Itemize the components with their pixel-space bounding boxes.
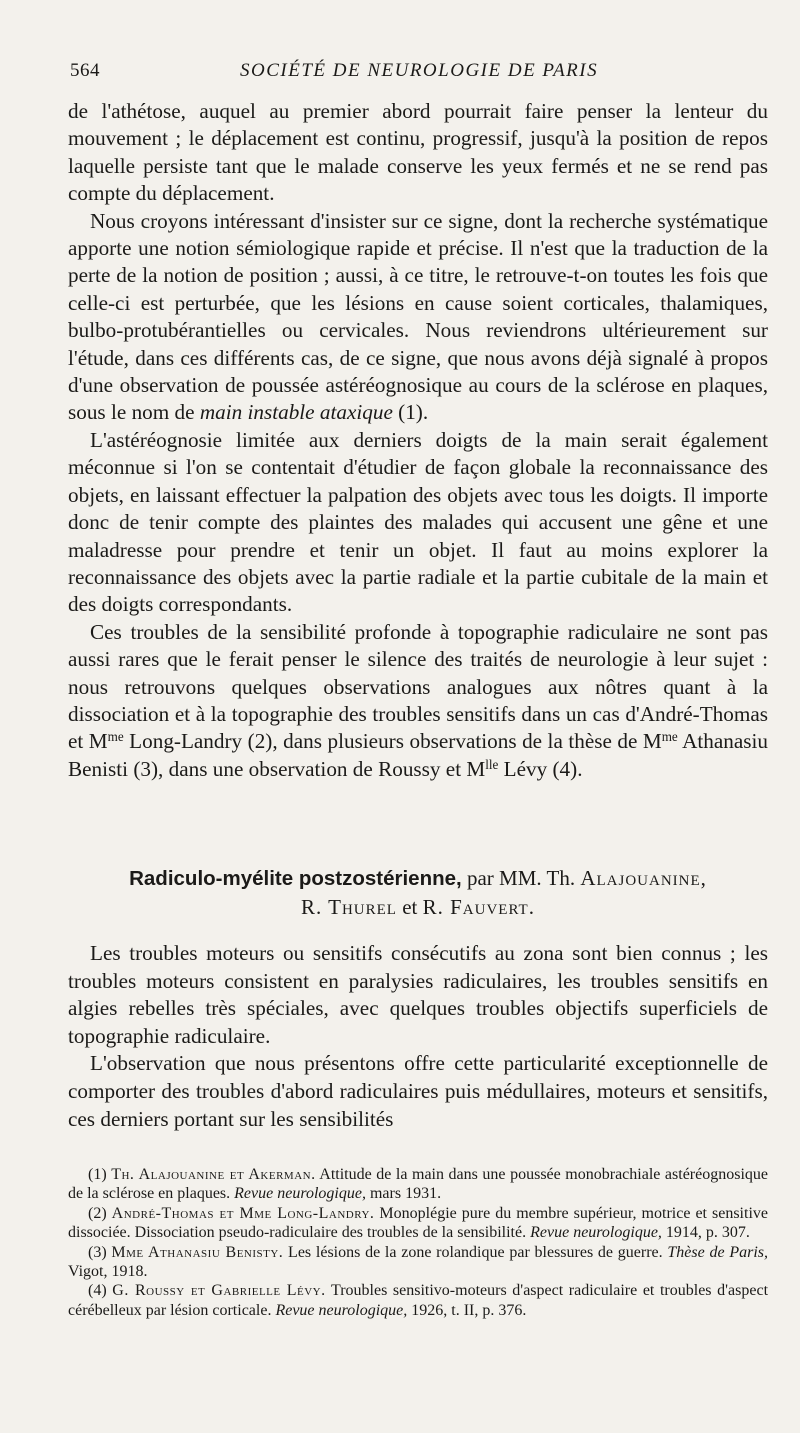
footnote-tail: Vigot, 1918. (68, 1263, 148, 1281)
paragraph: Les troubles moteurs ou sensitifs consécutifs au zona sont bien connus ; les troubles moteurs consistent en paralysies radiculaires, les troubles sensitifs en algies rebelles très spéciales, avec quelques troubles objectifs superficiels de topographie radiculaire. (68, 941, 768, 1048)
footnote-marker: (3) (88, 1243, 112, 1261)
footnote-text: Les lésions de la zone rolandique par blessures de guerre. (283, 1243, 668, 1261)
author-name: R. Thurel (301, 895, 397, 919)
footnote (68, 1165, 768, 1204)
superscript: me (107, 729, 124, 745)
footnote-text: Monoplégie pure du membre supérieur, motrice et sensitive dissociée. Dissociation pseudo-radiculaire des troubles de la sensibilité. (68, 1204, 768, 1242)
footnote-journal: Revue neurologique, (530, 1224, 662, 1242)
author-name: R. Fauvert. (422, 895, 535, 919)
article-heading (68, 864, 768, 921)
footnote-journal: Thèse de Paris, (667, 1243, 768, 1261)
footnote-marker: (4) (88, 1282, 113, 1300)
conjunction: et (396, 895, 423, 919)
footnote-journal: Revue neurologique, (234, 1185, 366, 1203)
page-header (70, 60, 770, 90)
paragraph (68, 619, 768, 783)
article-body (68, 940, 768, 1133)
paragraph: L'observation que nous présentons offre cette particularité exceptionnelle de comporter des troubles d'abord radiculaires puis médullaires, moteurs et sensitifs, ces derniers portant sur les sensibilités (68, 1051, 768, 1131)
text-run: L'astéréognosie limitée aux derniers doigts de la main serait également méconnue si l'on se contentait d'étudier de façon globale la reconnaissance des objets, en laissant effectuer la palpation des objets avec tous les doigts. Il importe donc de tenir compte des plaintes des malades qui accusent une gêne et une maladresse pour prendre et tenir un objet. Il faut au moins explorer la reconnaissance des objets avec la partie radiale et la partie cubitale de la main et des doigts correspondants. (68, 427, 768, 617)
footnote-marker: (2) (88, 1204, 112, 1222)
paragraph (68, 98, 768, 208)
byline-prefix: par MM. Th. (461, 866, 581, 890)
author-name: Alajouanine, (580, 866, 707, 890)
continued-article-text (68, 98, 768, 783)
superscript: me (661, 729, 678, 745)
text-run: (1). (392, 400, 429, 425)
footnote-authors: Th. Alajouanine et Akerman. (111, 1166, 316, 1183)
footnote (68, 1243, 768, 1282)
footnote-text: Troubles sensitivo-moteurs d'aspect radiculaire et troubles d'aspect cérébelleux par lésion corticale. (68, 1282, 769, 1319)
paragraph (68, 427, 768, 619)
footnote (68, 1281, 768, 1320)
italic-term: main instable ataxique (199, 400, 393, 425)
text-run: de l'athétose, auquel au premier abord pourrait faire penser la lenteur du mouvement ; le déplacement est continu, progressif, jusqu'à la position de repos laquelle persiste tant que le malade conserve les yeux fermés et ne se rend pas compte du déplacement. (68, 99, 768, 206)
footnote-journal: Revue neurologique, (275, 1301, 408, 1319)
text-run: Long-Landry (2), dans plusieurs observations de la thèse de M (123, 729, 662, 754)
footnote-tail: 1914, p. 307. (661, 1224, 750, 1242)
page-number: 564 (70, 60, 100, 81)
footnote-tail: 1926, t. II, p. 376. (407, 1301, 527, 1319)
running-head: SOCIÉTÉ DE NEUROLOGIE DE PARIS (240, 60, 599, 81)
paragraph (68, 208, 768, 427)
superscript: lle (485, 756, 499, 772)
author-line (68, 893, 768, 921)
footnote-authors: G. Roussy et Gabrielle Lévy. (112, 1282, 326, 1300)
footnotes (68, 1165, 768, 1320)
footnote (68, 1204, 768, 1243)
text-run: Ces troubles de la sensibilité profonde à topographie radiculaire ne sont pas aussi rares que le ferait penser le silence des traités de neurologie à leur sujet : nous retrouvons quelques observations analogues aux nôtres quant à la dissociation et à la topographie des troubles sensitifs dans un cas d'André-Thomas et M (68, 619, 768, 754)
footnote-authors: André-Thomas et Mme Long-Landry. (111, 1204, 375, 1222)
footnote-authors: Mme Athanasiu Benisty. (111, 1243, 284, 1261)
text-run: Lévy (4). (498, 756, 583, 781)
footnote-marker: (1) (88, 1166, 112, 1183)
article-title: Radiculo-myélite postzostérienne, (129, 867, 462, 890)
title-line (68, 864, 768, 893)
footnote-text: Attitude de la main dans une poussée monobrachiale astéréognosique de la sclérose en plaques. (68, 1166, 768, 1203)
text-run: Athanasiu Benisti (3), dans une observation de Roussy et M (68, 729, 769, 781)
text-run: Nous croyons intéressant d'insister sur ce signe, dont la recherche systématique apporte une notion sémiologique rapide et précise. Il n'est que la traduction de la perte de la notion de position ; aussi, à ce titre, le retrouve-t-on toutes les fois que celle-ci est perturbée, que les lésions en cause soient corticales, thalamiques, bulbo-protubérantielles ou cervicales. Nous reviendrons ultérieurement sur l'étude, dans ces différents cas, de ce signe, que nous avons déjà signalé à propos d'une observation de poussée astéréognosique au cours de la sclérose en plaques, sous le nom de (68, 208, 768, 425)
footnote-tail: mars 1931. (365, 1185, 442, 1203)
